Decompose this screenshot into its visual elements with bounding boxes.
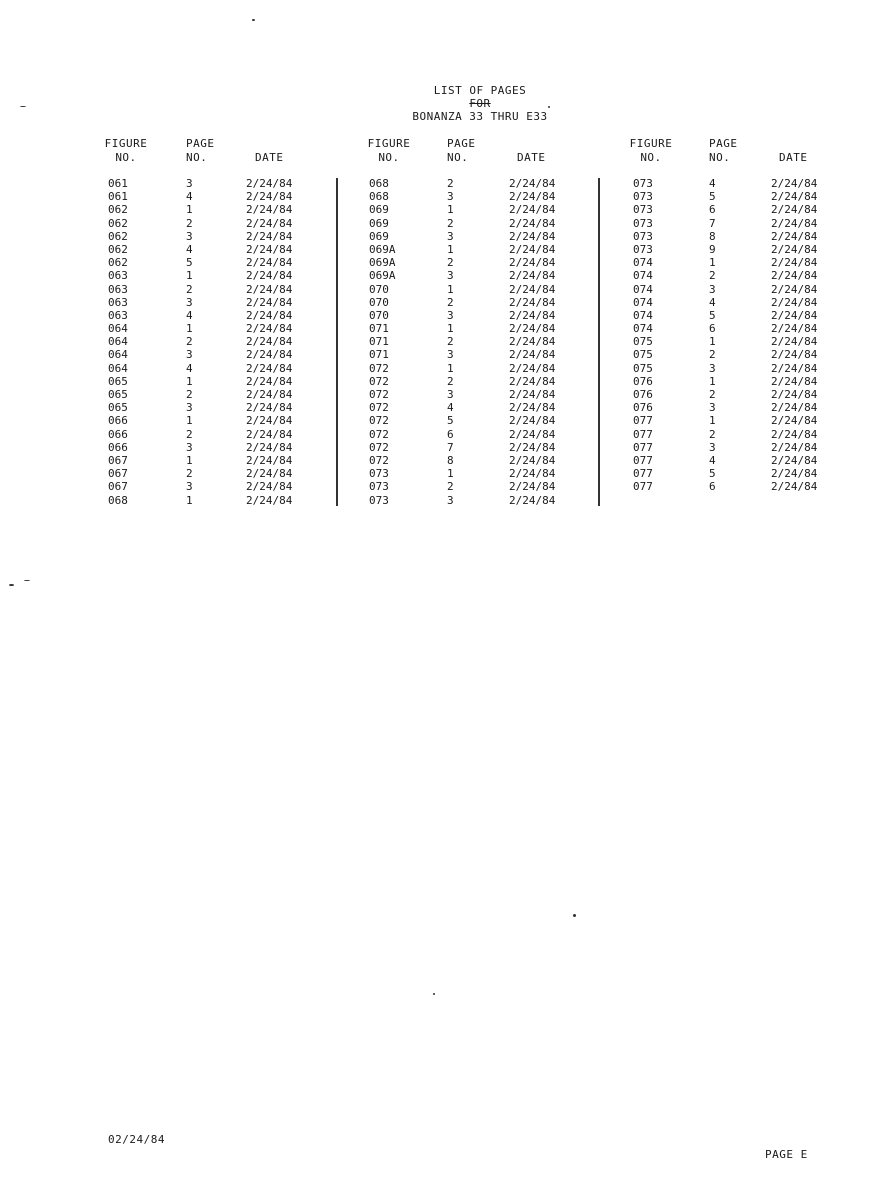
page-number: 3 — [709, 282, 716, 296]
revision-date: 2/24/84 — [246, 190, 293, 204]
page-number: 2 — [447, 216, 454, 230]
revision-date: 2/24/84 — [771, 414, 818, 428]
revision-date: 2/24/84 — [771, 453, 818, 467]
figure-number: 072 — [369, 401, 389, 415]
figure-number: 061 — [108, 190, 128, 204]
page-number: 8 — [709, 229, 716, 243]
page-number: 1 — [709, 414, 716, 428]
revision-date: 2/24/84 — [509, 242, 556, 256]
page-number: 3 — [709, 440, 716, 454]
revision-date: 2/24/84 — [771, 269, 818, 283]
page-number: 1 — [186, 269, 193, 283]
revision-date: 2/24/84 — [509, 203, 556, 217]
revision-date: 2/24/84 — [509, 480, 556, 494]
figure-number: 072 — [369, 374, 389, 388]
footer-page-number: PAGE E — [765, 1148, 808, 1161]
page-number: 1 — [186, 493, 193, 507]
revision-date: 2/24/84 — [509, 177, 556, 190]
figure-number: 067 — [108, 467, 128, 481]
footer-date: 02/24/84 — [108, 1133, 165, 1146]
no-label: NO. — [115, 151, 137, 164]
page-number: 5 — [709, 190, 716, 204]
figure-number: 073 — [369, 480, 389, 494]
title-line-2: FOR — [469, 97, 491, 110]
revision-date: 2/24/84 — [246, 401, 293, 415]
scan-speck — [573, 914, 576, 917]
page-number: 2 — [709, 269, 716, 283]
page-number: 8 — [447, 453, 454, 467]
revision-date: 2/24/84 — [246, 440, 293, 454]
page-number: 7 — [709, 216, 716, 230]
revision-date: 2/24/84 — [771, 229, 818, 243]
figure-number: 069A — [369, 269, 396, 283]
figure-number: 062 — [108, 203, 128, 217]
figure-number: 068 — [108, 493, 128, 507]
page-number: 2 — [186, 388, 193, 401]
revision-date: 2/24/84 — [771, 480, 818, 494]
revision-date: 2/24/84 — [771, 282, 818, 296]
figure-number: 074 — [633, 308, 653, 322]
revision-date: 2/24/84 — [246, 177, 293, 190]
page-number: 2 — [709, 388, 716, 401]
page-number: 4 — [447, 401, 454, 415]
page-number: 5 — [447, 414, 454, 428]
page-number: 1 — [186, 203, 193, 217]
no-label: NO. — [709, 151, 731, 164]
figure-number: 069A — [369, 256, 396, 270]
page-number: 4 — [186, 361, 193, 375]
revision-date: 2/24/84 — [771, 348, 818, 362]
no-label: NO. — [186, 151, 208, 164]
revision-date: 2/24/84 — [246, 203, 293, 217]
title-line-3: BONANZA 33 THRU E33 — [412, 110, 548, 123]
revision-date: 2/24/84 — [509, 269, 556, 283]
revision-date: 2/24/84 — [509, 295, 556, 309]
figure-number: 074 — [633, 269, 653, 283]
page-number: 3 — [186, 229, 193, 243]
page-number: 3 — [186, 480, 193, 494]
figure-number: 065 — [108, 388, 128, 401]
revision-date: 2/24/84 — [509, 308, 556, 322]
page-number: 3 — [709, 361, 716, 375]
scan-speck — [24, 580, 30, 581]
revision-date: 2/24/84 — [771, 203, 818, 217]
page-number: 6 — [709, 203, 716, 217]
page-number: 3 — [186, 348, 193, 362]
figure-number: 072 — [369, 414, 389, 428]
figure-number: 065 — [108, 401, 128, 415]
figure-number: 063 — [108, 269, 128, 283]
figure-number: 072 — [369, 453, 389, 467]
revision-date: 2/24/84 — [771, 242, 818, 256]
revision-date: 2/24/84 — [509, 374, 556, 388]
figure-number: 062 — [108, 216, 128, 230]
revision-date: 2/24/84 — [509, 361, 556, 375]
revision-date: 2/24/84 — [246, 216, 293, 230]
revision-date: 2/24/84 — [509, 440, 556, 454]
revision-date: 2/24/84 — [509, 335, 556, 349]
figure-number: 073 — [633, 216, 653, 230]
page-number: 1 — [186, 374, 193, 388]
column-divider-2 — [598, 178, 600, 506]
revision-date: 2/24/84 — [246, 388, 293, 401]
date-header: DATE — [517, 151, 546, 164]
page-number: 1 — [447, 203, 454, 217]
figure-number: 069 — [369, 229, 389, 243]
scan-speck — [9, 584, 14, 586]
figure-number: 072 — [369, 388, 389, 401]
figure-label: FIGURE — [367, 137, 411, 150]
revision-date: 2/24/84 — [509, 216, 556, 230]
revision-date: 2/24/84 — [509, 427, 556, 441]
page-no-header — [709, 137, 738, 165]
scan-speck — [548, 106, 550, 108]
figure-no-header — [100, 137, 152, 165]
page-number: 4 — [709, 295, 716, 309]
figure-number: 073 — [633, 242, 653, 256]
page-number: 3 — [447, 269, 454, 283]
figure-number: 066 — [108, 427, 128, 441]
page-number: 1 — [447, 361, 454, 375]
revision-date: 2/24/84 — [246, 335, 293, 349]
page-number: 2 — [447, 256, 454, 270]
page-number: 2 — [186, 335, 193, 349]
revision-date: 2/24/84 — [246, 308, 293, 322]
figure-number: 064 — [108, 348, 128, 362]
figure-number: 073 — [633, 229, 653, 243]
page-number: 4 — [186, 242, 193, 256]
figure-no-header — [363, 137, 415, 165]
revision-date: 2/24/84 — [771, 308, 818, 322]
revision-date: 2/24/84 — [771, 374, 818, 388]
figure-label: FIGURE — [104, 137, 148, 150]
page-number: 1 — [709, 374, 716, 388]
page-number: 3 — [186, 177, 193, 190]
page-number: 1 — [186, 322, 193, 336]
page-number: 1 — [186, 453, 193, 467]
revision-date: 2/24/84 — [509, 256, 556, 270]
figure-number: 063 — [108, 295, 128, 309]
page-number: 2 — [447, 480, 454, 494]
no-label: NO. — [378, 151, 400, 164]
page-number: 6 — [709, 322, 716, 336]
revision-date: 2/24/84 — [771, 322, 818, 336]
page-number: 1 — [447, 467, 454, 481]
page-number: 4 — [709, 177, 716, 190]
page-label: PAGE — [186, 137, 215, 150]
figure-number: 067 — [108, 453, 128, 467]
page-number: 1 — [186, 414, 193, 428]
page-number: 2 — [447, 177, 454, 190]
page-number: 2 — [186, 282, 193, 296]
figure-number: 075 — [633, 348, 653, 362]
scan-speck — [433, 993, 435, 995]
revision-date: 2/24/84 — [771, 256, 818, 270]
figure-number: 062 — [108, 229, 128, 243]
figure-number: 070 — [369, 295, 389, 309]
page-number: 5 — [709, 308, 716, 322]
date-header: DATE — [255, 151, 284, 164]
revision-date: 2/24/84 — [509, 467, 556, 481]
revision-date: 2/24/84 — [771, 440, 818, 454]
page-number: 6 — [447, 427, 454, 441]
scan-speck — [252, 19, 255, 21]
revision-date: 2/24/84 — [509, 348, 556, 362]
page-number: 1 — [447, 282, 454, 296]
page-number: 3 — [709, 401, 716, 415]
figure-number: 072 — [369, 440, 389, 454]
revision-date: 2/24/84 — [246, 453, 293, 467]
page-number: 4 — [186, 190, 193, 204]
page-label: PAGE — [709, 137, 738, 150]
figure-number: 069A — [369, 242, 396, 256]
revision-date: 2/24/84 — [246, 427, 293, 441]
revision-date: 2/24/84 — [246, 493, 293, 507]
figure-number: 075 — [633, 361, 653, 375]
date-header: DATE — [779, 151, 808, 164]
scan-speck — [20, 106, 26, 107]
revision-date: 2/24/84 — [771, 335, 818, 349]
revision-date: 2/24/84 — [246, 242, 293, 256]
revision-date: 2/24/84 — [771, 216, 818, 230]
figure-number: 064 — [108, 361, 128, 375]
no-label: NO. — [640, 151, 662, 164]
page-number: 2 — [447, 295, 454, 309]
figure-number: 073 — [633, 203, 653, 217]
title-line-1: LIST OF PAGES — [433, 84, 527, 97]
revision-date: 2/24/84 — [246, 322, 293, 336]
figure-number: 073 — [369, 493, 389, 507]
figure-number: 077 — [633, 427, 653, 441]
revision-date: 2/24/84 — [509, 414, 556, 428]
page-number: 3 — [186, 295, 193, 309]
revision-date: 2/24/84 — [246, 295, 293, 309]
page-number: 2 — [709, 427, 716, 441]
figure-number: 077 — [633, 453, 653, 467]
page-number: 1 — [709, 335, 716, 349]
figure-number: 073 — [633, 177, 653, 190]
figure-number: 074 — [633, 295, 653, 309]
figure-number: 074 — [633, 322, 653, 336]
revision-date: 2/24/84 — [246, 229, 293, 243]
revision-date: 2/24/84 — [771, 388, 818, 401]
page-number: 6 — [709, 480, 716, 494]
page-number: 2 — [709, 348, 716, 362]
revision-date: 2/24/84 — [246, 361, 293, 375]
figure-number: 065 — [108, 374, 128, 388]
column-divider-1 — [336, 178, 338, 506]
page-number: 1 — [447, 242, 454, 256]
figure-number: 074 — [633, 256, 653, 270]
page-number: 3 — [186, 440, 193, 454]
revision-date: 2/24/84 — [509, 229, 556, 243]
revision-date: 2/24/84 — [771, 467, 818, 481]
figure-number: 076 — [633, 401, 653, 415]
revision-date: 2/24/84 — [771, 177, 818, 190]
page-number: 2 — [186, 427, 193, 441]
figure-number: 074 — [633, 282, 653, 296]
revision-date: 2/24/84 — [246, 256, 293, 270]
figure-number: 066 — [108, 414, 128, 428]
figure-number: 062 — [108, 242, 128, 256]
revision-date: 2/24/84 — [246, 282, 293, 296]
figure-number: 068 — [369, 190, 389, 204]
revision-date: 2/24/84 — [509, 322, 556, 336]
figure-number: 072 — [369, 361, 389, 375]
page-number: 3 — [447, 308, 454, 322]
revision-date: 2/24/84 — [509, 282, 556, 296]
document-title — [380, 84, 580, 123]
revision-date: 2/24/84 — [509, 388, 556, 401]
figure-number: 061 — [108, 177, 128, 190]
figure-no-header — [625, 137, 677, 165]
figure-number: 070 — [369, 308, 389, 322]
figure-number: 077 — [633, 480, 653, 494]
figure-number: 077 — [633, 414, 653, 428]
figure-number: 070 — [369, 282, 389, 296]
page-number: 3 — [447, 348, 454, 362]
figure-number: 073 — [633, 190, 653, 204]
figure-number: 066 — [108, 440, 128, 454]
figure-number: 076 — [633, 374, 653, 388]
figure-number: 063 — [108, 308, 128, 322]
figure-number: 064 — [108, 322, 128, 336]
page-number: 4 — [709, 453, 716, 467]
page-number: 9 — [709, 242, 716, 256]
figure-number: 064 — [108, 335, 128, 349]
figure-label: FIGURE — [629, 137, 673, 150]
page-number: 2 — [186, 467, 193, 481]
page-number: 4 — [186, 308, 193, 322]
revision-date: 2/24/84 — [509, 190, 556, 204]
page-number: 5 — [186, 256, 193, 270]
figure-number: 063 — [108, 282, 128, 296]
page-number: 2 — [186, 216, 193, 230]
page-number: 1 — [709, 256, 716, 270]
page-number: 1 — [447, 322, 454, 336]
page-number: 3 — [447, 190, 454, 204]
revision-date: 2/24/84 — [509, 401, 556, 415]
revision-date: 2/24/84 — [771, 295, 818, 309]
figure-number: 075 — [633, 335, 653, 349]
figure-number: 069 — [369, 216, 389, 230]
figure-number: 067 — [108, 480, 128, 494]
page-number: 3 — [447, 493, 454, 507]
page-number: 3 — [447, 388, 454, 401]
page-number: 5 — [709, 467, 716, 481]
page-label: PAGE — [447, 137, 476, 150]
page-number: 2 — [447, 335, 454, 349]
revision-date: 2/24/84 — [246, 374, 293, 388]
figure-number: 076 — [633, 388, 653, 401]
figure-number: 068 — [369, 177, 389, 190]
revision-date: 2/24/84 — [771, 361, 818, 375]
figure-number: 069 — [369, 203, 389, 217]
page-number: 7 — [447, 440, 454, 454]
figure-number: 071 — [369, 322, 389, 336]
page-number: 2 — [447, 374, 454, 388]
figure-number: 077 — [633, 440, 653, 454]
revision-date: 2/24/84 — [771, 401, 818, 415]
revision-date: 2/24/84 — [509, 493, 556, 507]
revision-date: 2/24/84 — [509, 453, 556, 467]
page-number: 3 — [447, 229, 454, 243]
figure-number: 077 — [633, 467, 653, 481]
revision-date: 2/24/84 — [246, 414, 293, 428]
figure-number: 062 — [108, 256, 128, 270]
revision-date: 2/24/84 — [246, 467, 293, 481]
page-no-header — [447, 137, 476, 165]
figure-number: 071 — [369, 335, 389, 349]
no-label: NO. — [447, 151, 469, 164]
revision-date: 2/24/84 — [246, 348, 293, 362]
page-number: 3 — [186, 401, 193, 415]
revision-date: 2/24/84 — [771, 190, 818, 204]
revision-date: 2/24/84 — [771, 427, 818, 441]
figure-number: 072 — [369, 427, 389, 441]
page-no-header — [186, 137, 215, 165]
figure-number: 071 — [369, 348, 389, 362]
revision-date: 2/24/84 — [246, 269, 293, 283]
revision-date: 2/24/84 — [246, 480, 293, 494]
figure-number: 073 — [369, 467, 389, 481]
